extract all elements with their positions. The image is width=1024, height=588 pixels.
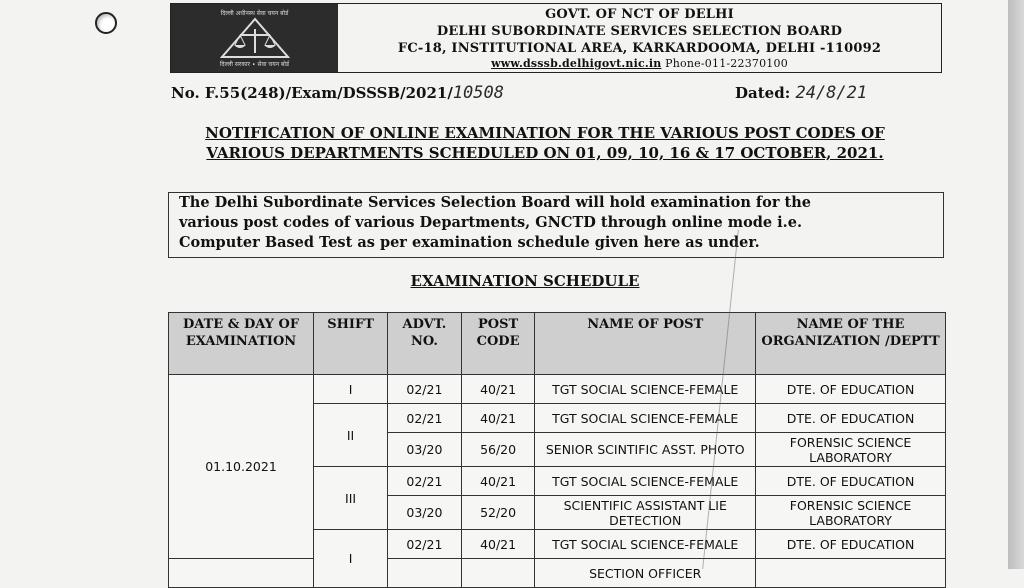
table-row: [169, 559, 946, 588]
code-cell: 40/21: [461, 467, 535, 496]
advt-cell: 03/20: [388, 496, 462, 530]
intro-paragraph: [168, 192, 944, 258]
exam-date: 01.10.2021: [169, 375, 314, 559]
org-cell: FORENSIC SCIENCE LABORATORY: [756, 496, 946, 530]
notification-title-line1: NOTIFICATION OF ONLINE EXAMINATION FOR THE VARIOUS POST CODES OF: [205, 124, 885, 142]
advt-cell: 02/21: [388, 404, 462, 433]
letterhead: [170, 3, 942, 73]
table-row: [169, 375, 946, 404]
post-cell: SECTION OFFICER: [535, 559, 756, 588]
phone-number: Phone-011-22370100: [665, 57, 788, 70]
post-cell: TGT SOCIAL SCIENCE-FEMALE: [535, 467, 756, 496]
org-cell: FORENSIC SCIENCE LABORATORY: [756, 433, 946, 467]
code-cell: 40/21: [461, 404, 535, 433]
reference-handwritten: 10508: [452, 83, 504, 103]
dated-label: Dated:: [735, 84, 791, 102]
org-cell: DTE. OF EDUCATION: [756, 530, 946, 559]
shift-cell: II: [314, 404, 388, 467]
header-date: DATE & DAY OF EXAMINATION: [169, 313, 314, 375]
post-cell: TGT SOCIAL SCIENCE-FEMALE: [535, 530, 756, 559]
dated-handwritten: 24/8/21: [795, 83, 868, 103]
org-cell: DTE. OF EDUCATION: [756, 467, 946, 496]
org-cell: DTE. OF EDUCATION: [756, 375, 946, 404]
header-post-code: POST CODE: [461, 313, 535, 375]
govt-name: GOVT. OF NCT OF DELHI: [545, 7, 734, 22]
table-header-row: [169, 313, 946, 375]
board-address: FC-18, INSTITUTIONAL AREA, KARKARDOOMA, DELHI -110092: [397, 41, 882, 56]
code-cell: 56/20: [461, 433, 535, 467]
website-link[interactable]: www.dsssb.delhigovt.nic.in: [491, 57, 662, 70]
exam-date-next: [169, 559, 314, 588]
advt-cell: 02/21: [388, 375, 462, 404]
post-cell: TGT SOCIAL SCIENCE-FEMALE: [535, 404, 756, 433]
intro-line2: various post codes of various Departments, GNCTD through online mode i.e.: [179, 214, 802, 231]
post-cell: SCIENTIFIC ASSISTANT LIE DETECTION: [535, 496, 756, 530]
intro-line1: The Delhi Subordinate Services Selection Board will hold examination for the: [179, 194, 811, 211]
header-advt: ADVT. NO.: [388, 313, 462, 375]
advt-cell: 02/21: [388, 467, 462, 496]
date-line: [735, 83, 867, 103]
punch-hole: [95, 12, 117, 34]
contact-line: [338, 57, 941, 71]
board-name: DELHI SUBORDINATE SERVICES SELECTION BOARD: [436, 24, 843, 39]
schedule-title: EXAMINATION SCHEDULE: [410, 272, 640, 290]
scan-edge: [1008, 0, 1024, 569]
intro-line3: Computer Based Test as per examination schedule given here as under.: [179, 234, 760, 251]
code-cell: 40/21: [461, 530, 535, 559]
reference-number: [171, 83, 504, 103]
exam-schedule-table: [168, 312, 946, 588]
scales-of-justice-icon: [220, 17, 290, 59]
shift-cell: III: [314, 467, 388, 530]
code-cell: 40/21: [461, 375, 535, 404]
letterhead-text: [338, 4, 941, 72]
org-cell: [756, 559, 946, 588]
code-cell: [461, 559, 535, 588]
shift-cell: I: [314, 530, 388, 588]
logo-hindi-text: दिल्ली अधीनस्थ सेवा चयन बोर्ड: [220, 10, 289, 17]
post-cell: SENIOR SCINTIFIC ASST. PHOTO: [535, 433, 756, 467]
advt-cell: 03/20: [388, 433, 462, 467]
advt-cell: 02/21: [388, 530, 462, 559]
code-cell: 52/20: [461, 496, 535, 530]
shift-cell: I: [314, 375, 388, 404]
dsssb-logo: [171, 4, 338, 72]
logo-hindi-motto: दिल्ली सरकार ∙ सेवा चयन बोर्ड: [219, 61, 290, 68]
reference-printed: No. F.55(248)/Exam/DSSSB/2021/: [171, 84, 453, 102]
header-org: NAME OF THE ORGANIZATION /DEPTT: [756, 313, 946, 375]
header-post-name: NAME OF POST: [535, 313, 756, 375]
notification-title-line2: VARIOUS DEPARTMENTS SCHEDULED ON 01, 09, 10, 16 & 17 OCTOBER, 2021.: [206, 144, 884, 162]
org-cell: DTE. OF EDUCATION: [756, 404, 946, 433]
header-shift: SHIFT: [314, 313, 388, 375]
advt-cell: [388, 559, 462, 588]
post-cell: TGT SOCIAL SCIENCE-FEMALE: [535, 375, 756, 404]
notification-title: [150, 123, 940, 163]
